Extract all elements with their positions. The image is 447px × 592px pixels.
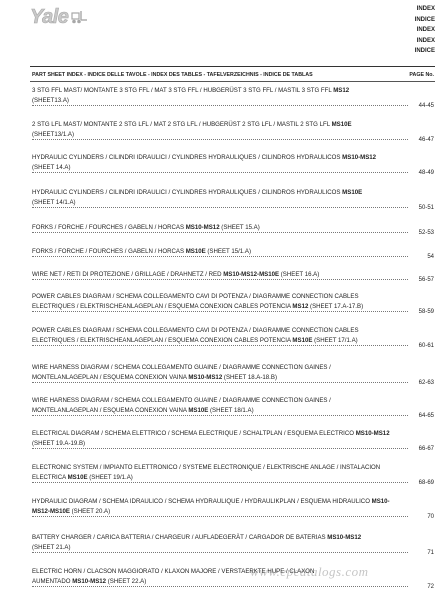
page-number: 58-59	[418, 309, 434, 315]
entry-description	[32, 497, 410, 517]
index-label: INDEX	[416, 37, 435, 44]
dot-leader	[32, 256, 408, 257]
entry-line	[32, 396, 410, 406]
entry-line	[32, 326, 410, 336]
entry-line	[32, 363, 410, 373]
entry-line	[32, 497, 410, 507]
model-code: MS10-MS12	[188, 374, 223, 381]
entry-text-segment: (SHEET 20.A)	[69, 508, 111, 515]
index-entry[interactable]	[32, 497, 434, 520]
model-code: MS10E	[185, 248, 206, 255]
model-code: MS12	[292, 303, 309, 310]
index-label: INDICE	[414, 48, 435, 54]
page-number: 62-63	[418, 380, 434, 386]
index-entry[interactable]	[32, 396, 434, 419]
model-code: MS12-MS10E	[32, 508, 70, 515]
entry-text-segment: WIRE HARNESS DIAGRAM / SCHEMA COLLEGAMENTO GUAINE / DIAGRAMME CONNECTION GAINES /	[32, 364, 331, 371]
entry-description	[32, 396, 410, 416]
page-number: 46-47	[418, 137, 434, 143]
entry-description	[32, 533, 410, 553]
page-number: 44-45	[418, 103, 434, 109]
entry-text-segment: ELECTRONIC SYSTEM / IMPIANTO ELETTRONICO / SYSTEME ELECTRONIQUE / ELEKTRISCHE ANLAGE / INSTALACION	[32, 464, 381, 471]
page-number: 48-49	[418, 170, 434, 176]
entry-text-segment: ELECTRICA	[32, 474, 68, 481]
entry-text-segment: POWER CABLES DIAGRAM / SCHEMA COLLEGAMENTO CAVI DI POTENZA / DIAGRAMME CONNECTION CABLES	[32, 327, 359, 334]
entry-line	[32, 153, 410, 163]
entry-text-segment: (SHEET 16.A)	[279, 271, 320, 278]
model-code: MS10-MS12	[72, 578, 107, 585]
dot-leader	[32, 552, 408, 553]
index-entry[interactable]	[32, 292, 434, 315]
entry-description	[32, 463, 410, 483]
entry-text-segment: ELECTRICAL DIAGRAM / SCHEMA ELETTRICO / SCHEMA ELECTRIQUE / SCHALTPLAN / ESQUEMA ELECTRICO	[32, 430, 356, 437]
page-number: 56-57	[418, 277, 434, 283]
model-code: MS10-	[371, 498, 390, 505]
top-rule	[30, 66, 435, 67]
index-entry[interactable]	[32, 533, 434, 556]
entry-text-segment: WIRE NET / RETI DI PROTEZIONE / GRILLAGE / DRAHNETZ / RED	[32, 271, 224, 278]
page-number: 70	[427, 514, 434, 520]
index-label: INDEX	[416, 27, 435, 33]
forklift-icon	[70, 10, 88, 24]
entry-text-segment: ELECTRIQUES / ELEKTRISCHEANLAGEPLAN / ESQUEMA CONEXION CABLES POTENCIA	[32, 337, 293, 344]
entry-text-segment: (SHEET 18.A-18.B)	[222, 374, 277, 381]
entry-text-segment: (SHEET13.A)	[32, 97, 69, 104]
index-entry[interactable]	[32, 247, 434, 260]
entry-text-segment: HYDRAULIC CYLINDERS / CILINDRI IDRAULICI / CYLINDRES HYDRAULIQUES / CILINDROS HYDRAULICOS	[32, 189, 343, 196]
entry-text-segment: 3 STG FFL MAST/ MONTANTE 3 STG FFL / MAT 3 STG FFL / HUBGERÜST 3 STG FFL / MASTIL 3 STG FFL	[32, 87, 334, 94]
entry-text-segment: (SHEET 22.A)	[106, 578, 147, 585]
entry-text-segment: (SHEET 18/1.A)	[208, 407, 254, 414]
entry-text-segment: (SHEET 15.A)	[219, 224, 260, 231]
entry-text-segment: BATTERY CHARGER / CARICA BATTERIA / CHARGEUR / AUFLADEGERÄT / CARGADOR DE BATERIAS	[32, 534, 328, 541]
index-entry[interactable]	[32, 429, 434, 452]
dot-leader	[32, 482, 408, 483]
entry-text-segment: (SHEET 19/1.A)	[87, 474, 133, 481]
model-code: MS10E	[292, 337, 313, 344]
model-code: MS10-MS12	[327, 534, 362, 541]
model-code: MS10-MS12	[355, 430, 390, 437]
model-code: MS12	[333, 87, 350, 94]
page-number-header: PAGE No.	[409, 72, 434, 78]
entry-line	[32, 533, 410, 543]
page-number: 52-53	[418, 230, 434, 236]
dot-leader	[32, 232, 408, 233]
entry-text-segment: MONTELANLAGEPLAN / ESQUEMA CONEXION VAINA	[32, 407, 189, 414]
index-label: INDEX	[416, 6, 435, 12]
entry-text-segment: (SHEET 15/1.A)	[205, 248, 251, 255]
entry-text-segment: (SHEET 17/1.A)	[312, 337, 358, 344]
dot-leader	[32, 139, 408, 140]
entry-line	[32, 188, 410, 198]
page-number: 64-65	[418, 413, 434, 419]
entry-text-segment: (SHEET 14/1.A)	[32, 199, 76, 206]
entry-text-segment: MONTELANLAGEPLAN / ESQUEMA CONEXION VAINA	[32, 374, 189, 381]
page-number: 66-67	[418, 446, 434, 452]
dot-leader	[32, 345, 408, 346]
entry-description	[32, 429, 410, 449]
index-header-title: PART SHEET INDEX - INDICE DELLE TAVOLE - INDEX DES TABLES - TAFELVERZEICHNIS - INDICE DE TABLAS	[32, 72, 313, 78]
entry-text-segment: POWER CABLES DIAGRAM / SCHEMA COLLEGAMENTO CAVI DI POTENZA / DIAGRAMME CONNECTION CABLES	[32, 293, 359, 300]
index-label: INDICE	[414, 16, 435, 23]
dot-leader	[32, 516, 408, 517]
entry-description	[32, 153, 410, 173]
page-number: 50-51	[418, 205, 434, 211]
model-code: MS10-MS12-MS10E	[223, 271, 280, 278]
index-entry[interactable]	[32, 270, 434, 283]
index-entry[interactable]	[32, 86, 434, 109]
entry-line	[32, 120, 410, 130]
entry-description	[32, 292, 410, 312]
entry-description	[32, 188, 410, 208]
model-code: MS10E	[331, 121, 352, 128]
model-code: MS10E	[342, 189, 363, 196]
index-header	[32, 72, 434, 78]
page-number: 72	[427, 584, 434, 590]
dot-leader	[32, 415, 408, 416]
dot-leader	[32, 448, 408, 449]
entry-text-segment: ELECTRIC HORN / CLACSON MAGGIORATO / KLAXON MAJORE / VERSTAERKTE HUPE / CLAXON	[32, 568, 315, 575]
entry-text-segment: (SHEET 14.A)	[32, 164, 71, 171]
dot-leader	[32, 382, 408, 383]
entry-text-segment: FORKS / FORCHE / FOURCHES / GABELN / HORCAS	[32, 224, 186, 231]
index-entry[interactable]	[32, 363, 434, 386]
dot-leader	[32, 172, 408, 173]
dot-leader	[32, 207, 408, 208]
entry-description	[32, 363, 410, 383]
entry-text-segment: (SHEET 21.A)	[32, 544, 71, 551]
entry-text-segment: (SHEET 19.A-19.B)	[32, 440, 86, 447]
entry-text-segment: HYDRAULIC DIAGRAM / SCHEMA IDRAULICO / SCHEMA HYDRAULIQUE / HYDRAULIKPLAN / ESQUEMA HIDRAULICO	[32, 498, 372, 505]
entry-text-segment: 2 STG LFL MAST/ MONTANTE 2 STG LFL / MAT 2 STG LFL / HUBGERÜST 2 STG LFL / MASTIL 2 STG LFL	[32, 121, 332, 128]
index-entry[interactable]	[32, 153, 434, 176]
index-label-stack	[415, 4, 435, 57]
entry-text-segment: WIRE HARNESS DIAGRAM / SCHEMA COLLEGAMENTO GUAINE / DIAGRAMME CONNECTION GAINES /	[32, 397, 331, 404]
index-entry[interactable]	[32, 567, 434, 590]
header-rule	[30, 81, 435, 82]
entry-line	[32, 463, 410, 473]
watermark: www.epcatalogs.com	[250, 564, 369, 579]
entry-line	[32, 86, 410, 96]
entry-text-segment: (SHEET13/1.A)	[32, 131, 74, 138]
index-entry[interactable]	[32, 223, 434, 236]
dot-leader	[32, 105, 408, 106]
yale-logo	[30, 6, 88, 28]
entry-text-segment: ELECTRIQUES / ELEKTRISCHEANLAGEPLAN / ESQUEMA CONEXION CABLES POTENCIA	[32, 303, 293, 310]
index-entry[interactable]	[32, 188, 434, 211]
entry-description	[32, 326, 410, 346]
model-code: MS10-MS12	[342, 154, 377, 161]
entry-description	[32, 120, 410, 140]
index-entry[interactable]	[32, 120, 434, 143]
page-number: 54	[427, 254, 434, 260]
entry-line	[32, 429, 410, 439]
model-code: MS10-MS12	[185, 224, 220, 231]
model-code: MS10E	[188, 407, 209, 414]
index-entry[interactable]	[32, 463, 434, 486]
dot-leader	[32, 311, 408, 312]
page-number: 71	[427, 550, 434, 556]
entry-line	[32, 292, 410, 302]
entry-text-segment: HYDRAULIC CYLINDERS / CILINDRI IDRAULICI / CYLINDRES HYDRAULIQUES / CILINDROS HYDRAULICOS	[32, 154, 343, 161]
entry-description	[32, 86, 410, 106]
dot-leader	[32, 586, 408, 587]
entry-text-segment: FORKS / FORCHE / FOURCHES / GABELN / HORCAS	[32, 248, 186, 255]
page-number: 60-61	[418, 343, 434, 349]
model-code: MS10E	[67, 474, 88, 481]
page-number: 68-69	[418, 480, 434, 486]
entry-text-segment: AUMENTADO	[32, 578, 73, 585]
brand-wordmark: Yale	[30, 5, 69, 28]
dot-leader	[32, 279, 408, 280]
entry-text-segment: (SHEET 17.A-17.B)	[308, 303, 364, 310]
index-entry[interactable]	[32, 326, 434, 349]
